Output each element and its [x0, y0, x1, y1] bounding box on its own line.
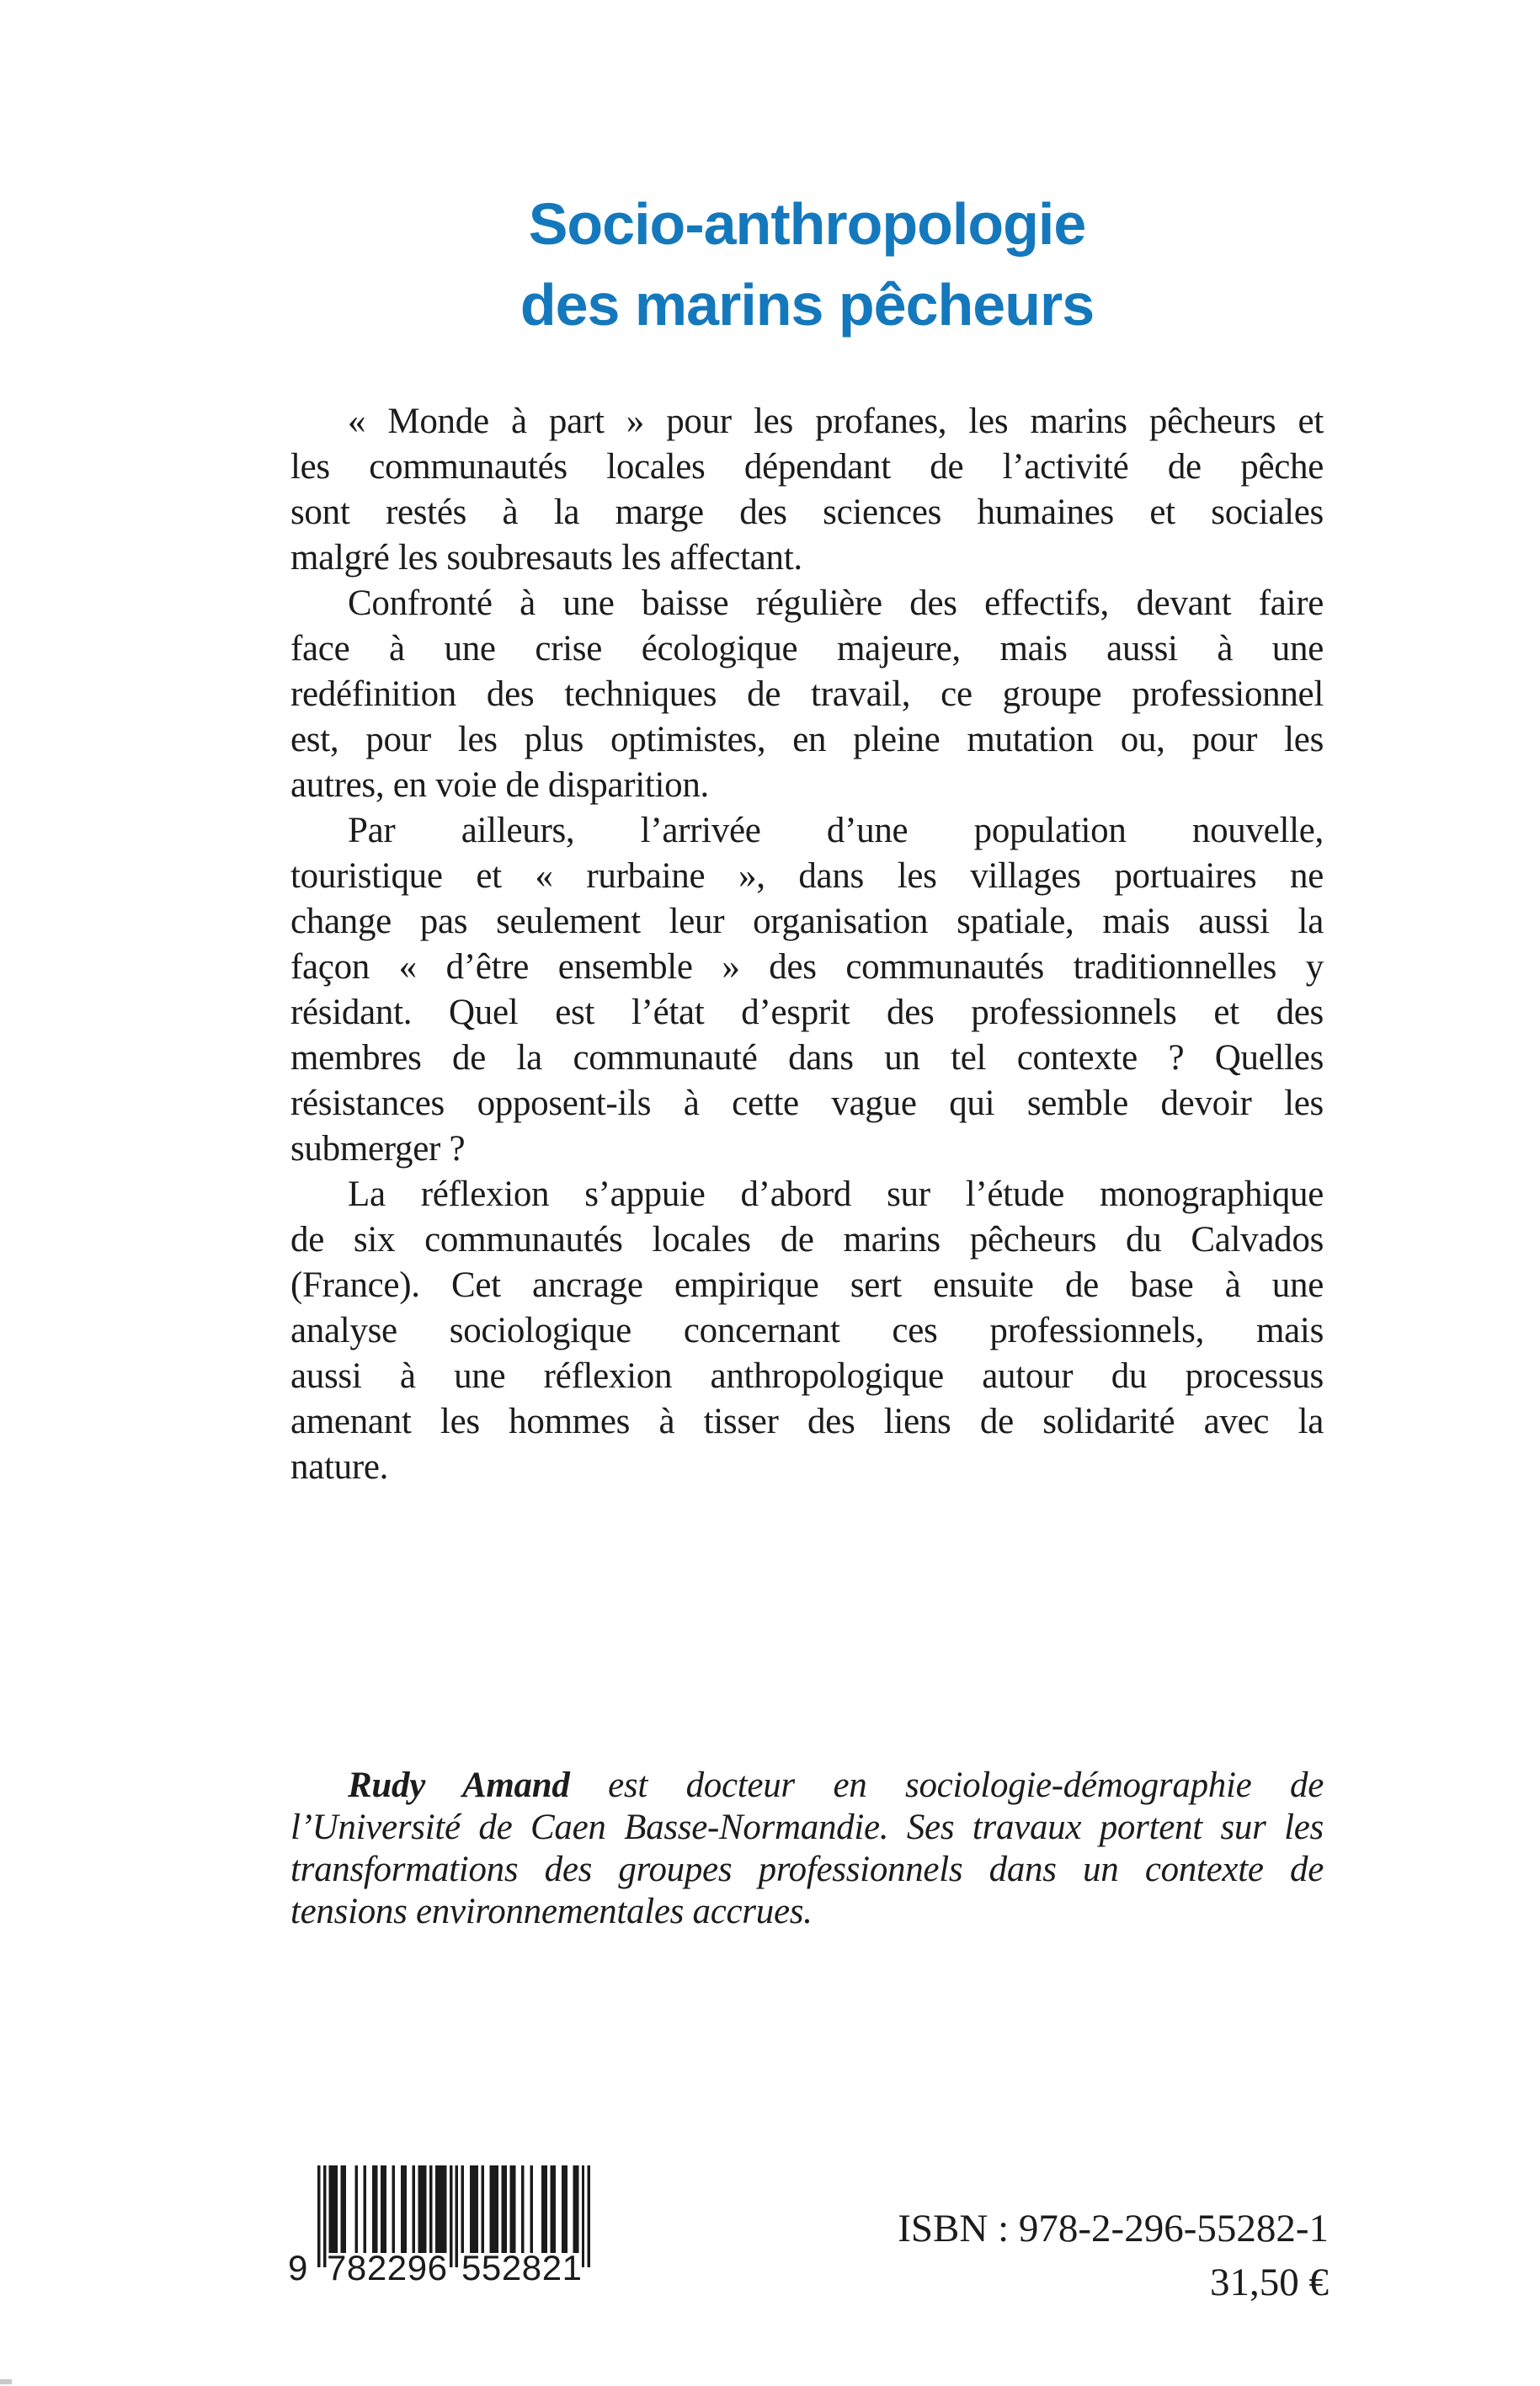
- text-line: nature.: [290, 1447, 389, 1487]
- text-line: membres de la communauté dans un tel contexte ? Quelles: [290, 1038, 1324, 1078]
- text-line: est, pour les plus optimistes, en pleine mutation ou, pour les: [290, 720, 1324, 759]
- text-line: résidant. Quel est l’état d’esprit des professionnels et des: [290, 993, 1324, 1032]
- text-line: « Monde à part » pour les profanes, les marins pêcheurs et: [348, 402, 1324, 441]
- isbn-text: ISBN : 978-2-296-55282-1: [898, 2207, 1329, 2250]
- barcode-digit: 5: [481, 2248, 502, 2287]
- scan-edge-artifact: [0, 2379, 12, 2384]
- text-line: de six communautés locales de marins pêcheurs du Calvados: [290, 1220, 1324, 1260]
- text-line: face à une crise écologique majeure, mais aussi à une: [290, 629, 1324, 668]
- synopsis: [290, 399, 1324, 1490]
- barcode-digit: 5: [461, 2248, 482, 2287]
- text-line: résistances opposent-ils à cette vague qui semble devoir les: [290, 1084, 1324, 1123]
- barcode-digit: 7: [327, 2248, 347, 2287]
- barcode-digit: 2: [386, 2248, 408, 2287]
- text-line: La réflexion s’appuie d’abord sur l’étude monographique: [348, 1174, 1324, 1214]
- text-line: l’Université de Caen Basse-Normandie. Ses travaux portent sur les: [290, 1808, 1324, 1847]
- text-line: autres, en voie de disparition.: [290, 765, 710, 805]
- barcode-digit: 6: [427, 2248, 447, 2287]
- text-line: [290, 1765, 1324, 1807]
- text-line: redéfinition des techniques de travail, ce groupe professionnel: [290, 674, 1324, 714]
- text-line: Confronté à une baisse régulière des effectifs, devant faire: [348, 583, 1324, 623]
- author-name: Rudy Amand: [348, 1766, 570, 1805]
- text-line: façon « d’être ensemble » des communautés traditionnelles y: [290, 947, 1324, 987]
- author-note-text: est docteur en sociologie-démographie de: [569, 1766, 1324, 1805]
- text-line: sont restés à la marge des sciences humaines et sociales: [290, 493, 1324, 532]
- barcode-digit: 2: [541, 2248, 562, 2287]
- barcode-digit: 1: [562, 2248, 582, 2287]
- barcode-digit: 8: [521, 2248, 542, 2287]
- text-line: touristique et « rurbaine », dans les villages portuaires ne: [290, 856, 1324, 896]
- title-line-2: des marins pêcheurs: [520, 272, 1095, 338]
- text-line: analyse sociologique concernant ces professionnels, mais: [290, 1311, 1324, 1350]
- barcode-digit: 2: [501, 2248, 522, 2287]
- text-line: malgré les soubresauts les affectant.: [290, 538, 802, 578]
- text-line: les communautés locales dépendant de l’activité de pêche: [290, 447, 1324, 487]
- barcode-digit: 2: [366, 2248, 387, 2287]
- title-line-1: Socio-anthropologie: [528, 191, 1086, 257]
- barcode-digit-leading: 9: [288, 2248, 308, 2287]
- text-line: tensions environnementales accrues.: [290, 1892, 813, 1931]
- text-line: change pas seulement leur organisation spatiale, mais aussi la: [290, 902, 1324, 941]
- barcode-digit: 8: [346, 2248, 367, 2287]
- text-line: submerger ?: [290, 1129, 466, 1169]
- text-line: (France). Cet ancrage empirique sert ensuite de base à une: [290, 1265, 1324, 1305]
- text-line: Par ailleurs, l’arrivée d’une population nouvelle,: [348, 811, 1324, 850]
- book-title: [290, 184, 1324, 345]
- barcode-digit: 9: [407, 2248, 428, 2287]
- price-text: 31,50 €: [1210, 2261, 1329, 2304]
- author-note: [290, 1765, 1324, 1933]
- text-line: amenant les hommes à tisser des liens de solidarité avec la: [290, 1402, 1324, 1441]
- text-line: transformations des groupes professionnels dans un contexte de: [290, 1850, 1324, 1889]
- text-line: aussi à une réflexion anthropologique autour du processus: [290, 1356, 1324, 1396]
